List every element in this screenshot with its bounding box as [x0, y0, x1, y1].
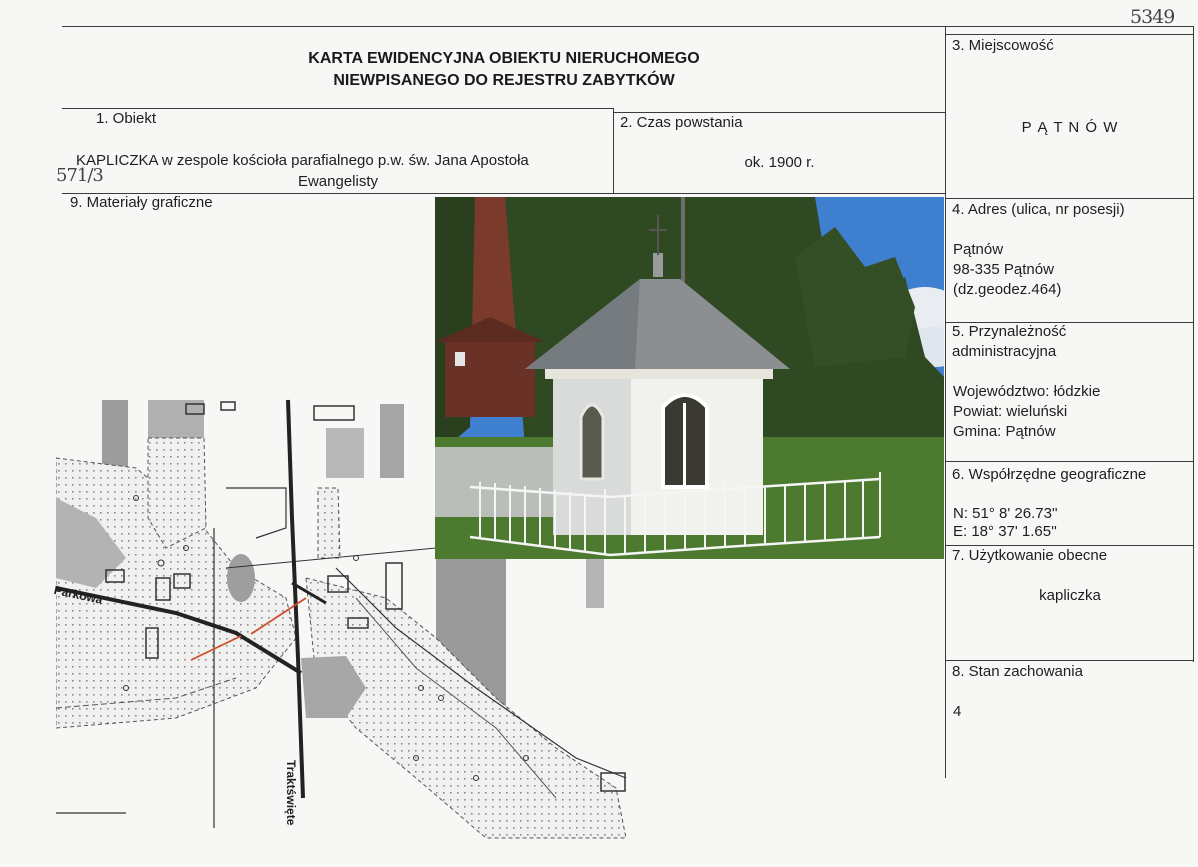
przynaleznosc-label-2: administracyjna: [952, 343, 1057, 360]
miejscowosc-label: 3. Miejscowość: [952, 37, 1054, 54]
gmina-value: Gmina: Pątnów: [953, 423, 1056, 440]
czas-powstania-label: 2. Czas powstania: [620, 114, 743, 131]
wojewodztwo-value: Województwo: łódzkie: [953, 383, 1101, 400]
materialy-label: 9. Materiały graficzne: [70, 194, 213, 211]
czas-powstania-value: ok. 1900 r.: [744, 154, 815, 171]
wspolrzedne-n: N: 51° 8' 26.73'': [953, 505, 1058, 522]
chapel-photo: [435, 197, 944, 559]
obiekt-label: 1. Obiekt: [96, 110, 157, 127]
obiekt-value-line-1: KAPLICZKA w zespole kościoła parafialnego p.w. św. Jana Apostoła: [76, 152, 529, 169]
adres-line-3: (dz.geodez.464): [953, 281, 1062, 298]
handwritten-note: 571/3: [56, 165, 103, 186]
adres-line-2: 98-335 Pątnów: [953, 261, 1054, 278]
street-label-trakt: Traktświęte: [284, 760, 298, 826]
uzytkowanie-value: kapliczka: [1039, 587, 1101, 604]
uzytkowanie-label: 7. Użytkowanie obecne: [952, 547, 1108, 564]
stan-label: 8. Stan zachowania: [952, 663, 1083, 680]
adres-line-1: Pątnów: [953, 241, 1004, 258]
title-line-2: NIEWPISANEGO DO REJESTRU ZABYTKÓW: [333, 72, 675, 89]
wspolrzedne-label: 6. Współrzędne geograficzne: [952, 466, 1147, 483]
wspolrzedne-e: E: 18° 37' 1.65'': [953, 523, 1057, 540]
street-label-parkowa: Parkowa: [52, 582, 104, 607]
page-title: [62, 48, 946, 92]
stan-value: 4: [953, 703, 962, 720]
przynaleznosc-label-1: 5. Przynależność: [952, 323, 1067, 340]
obiekt-value-line-2: Ewangelisty: [297, 173, 379, 190]
card-number: 5349: [1130, 6, 1175, 28]
adres-label: 4. Adres (ulica, nr posesji): [952, 201, 1125, 218]
miejscowosc-value: P Ą T N Ó W: [1021, 119, 1119, 136]
title-line-1: KARTA EWIDENCYJNA OBIEKTU NIERUCHOMEGO: [308, 50, 700, 67]
powiat-value: Powiat: wieluński: [953, 403, 1068, 420]
